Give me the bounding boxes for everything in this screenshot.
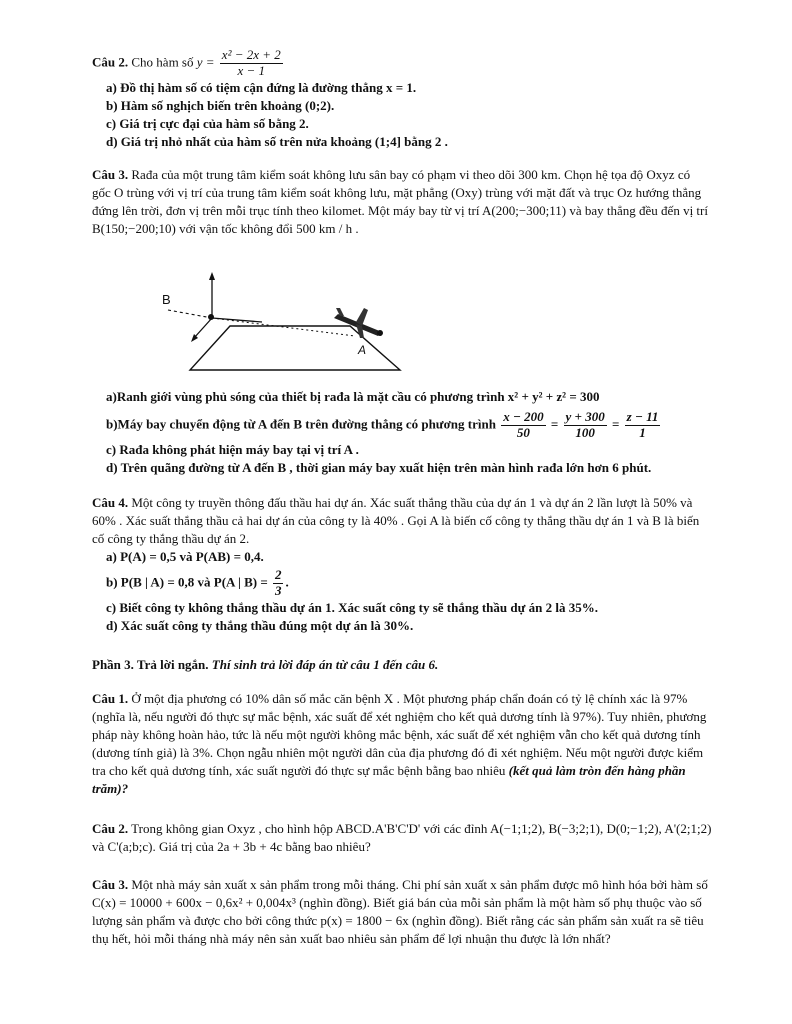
fraction-2-denominator: 100 (575, 424, 595, 440)
question-2-option-a: a) Đồ thị hàm số có tiệm cận đứng là đường thẳng x = 1. (106, 79, 417, 95)
question-3-title: Câu 3. (92, 167, 129, 182)
question-3 (92, 166, 712, 238)
question-4-option-d: d) Xác suất công ty thắng thầu đúng một dự án là 30%. (106, 617, 414, 633)
question-4-option-c: c) Biết công ty không thắng thầu dự án 1. Xác suất công ty sẽ thắng thầu dự án 2 là 35%. (106, 599, 598, 615)
question-3-option-b-text: b)Máy bay chuyển động từ A đến B trên đường thẳng có phương trình (106, 416, 496, 432)
short-question-2-title: Câu 2. (92, 821, 129, 836)
question-2-stem: Cho hàm số (131, 54, 194, 70)
fraction-1-denominator: 50 (516, 424, 530, 440)
question-2-option-b: b) Hàm số nghịch biến trên khoảng (0;2). (106, 97, 335, 113)
function-fraction (220, 48, 283, 79)
equals-sign-1: = (550, 416, 559, 432)
short-question-3-text: Một nhà máy sản xuất x sản phẩm trong mỗi tháng. Chi phí sản xuất x sản phẩm được mô hình hóa bởi hàm số C(x) = 10000 + 600x − 0,6x² + 0,004x³ (nghìn đồng). Biết giá bán của mỗi sản phẩm là một hàm số phụ thuộc vào số lượng sản phẩm và được cho bởi công thức p(x) = 1800 − 6x (nghìn đồng). Biết rằng các sản phẩm sản xuất ra sẽ tiêu thụ hết, hỏi mỗi tháng nhà máy nên sản xuất bao nhiêu sản phẩm để lợi nhuận thu được là lớn nhất? (92, 877, 708, 946)
equals-sign-2: = (611, 416, 620, 432)
question-4-title: Câu 4. (92, 495, 129, 510)
short-question-2-text: Trong không gian Oxyz , cho hình hộp ABCD.A'B'C'D' với các đỉnh A(−1;1;2), B(−3;2;1), D(0;−1;2), A'(2;1;2) và C'(a;b;c). Giá trị của 2a + 3b + 4c bằng bao nhiêu? (92, 821, 712, 854)
question-3-option-a: a)Ranh giới vùng phủ sóng của thiết bị rađa là mặt cầu có phương trình x² + y² + z² = 300 (106, 389, 600, 404)
question-4-text: Một công ty truyền thông đấu thầu hai dự án. Xác suất thắng thầu của dự án 1 và dự án 2 lần lượt là 50% và 60% . Xác suất thắng thầu cả hai dự án của công ty là 40% . Gọi A là biến cố công ty thắng thầu dự án 1 và B là biến cố công ty thắng thầu dự án 2. (92, 495, 700, 546)
line-eq-fraction-2 (564, 410, 607, 441)
short-question-1-title: Câu 1. (92, 691, 129, 706)
question-4 (92, 494, 712, 635)
question-4-option-b (106, 568, 712, 599)
option-b-period: . (285, 574, 289, 590)
probability-fraction (273, 568, 284, 599)
part-3-note: Thí sinh trả lời đáp án từ câu 1 đến câu 6. (211, 657, 439, 672)
figure-label-b: B (162, 292, 171, 307)
short-question-1-text: Ở một địa phương có 10% dân số mắc căn bệnh X . Một phương pháp chẩn đoán có tỷ lệ chính xác là 97% (nghĩa là, nếu người đó thực sự mắc bệnh, xác suất để xét nghiệm cho kết quả dương tính là 97%). Tuy nhiên, phương pháp này không hoàn hảo, tức là nếu một người không mắc bệnh, xác suất để xét nghiệm vẫn cho kết quả dương tính (dương tính giả) là 3%. Chọn ngẫu nhiên một người dân của địa phương đó đi xét nghiệm. Nếu một người được kiểm tra cho kết quả dương tính, xác suất người đó thực sự mắc bệnh bằng bao nhiêu (92, 691, 707, 778)
line-eq-fraction-3 (625, 410, 661, 441)
question-3-option-b (106, 410, 712, 441)
short-question-2 (92, 820, 712, 856)
question-4-option-b-text: b) P(B | A) = 0,8 và P(A | B) = (106, 574, 268, 590)
question-3-options (92, 388, 712, 477)
radar-airplane-figure (150, 266, 420, 378)
function-numerator: x² − 2x + 2 (221, 47, 281, 62)
short-question-3 (92, 876, 712, 948)
short-question-3-title: Câu 3. (92, 877, 129, 892)
question-2 (92, 48, 712, 151)
question-3-option-d: d) Trên quãng đường từ A đến B , thời gian máy bay xuất hiện trên màn hình rađa lớn hơn 6 phút. (106, 459, 652, 475)
question-3-text: Rađa của một trung tâm kiểm soát không lưu sân bay có phạm vi theo dõi 300 km. Chọn hệ tọa độ Oxyz có gốc O trùng với vị trí của trung tâm kiểm soát không lưu, mặt phẳng (Oxy) trùng với mặt đất và trục Oz hướng thẳng đứng lên trời, đơn vị trên mỗi trục tính theo kilomet. Một máy bay từ vị trí A(200;−300;11) và bay thẳng đều đến vị trí B(150;−200;10) với vận tốc không đổi 500 km / h . (92, 167, 708, 236)
question-4-option-a: a) P(A) = 0,5 và P(AB) = 0,4. (106, 548, 264, 564)
fraction-3-denominator: 1 (639, 424, 646, 440)
function-lhs: y = (196, 54, 215, 70)
question-2-option-d: d) Giá trị nhỏ nhất của hàm số trên nửa khoảng (1;4] bằng 2 . (106, 133, 448, 149)
function-denominator: x − 1 (237, 62, 266, 78)
probability-denominator: 3 (274, 582, 282, 598)
short-question-1 (92, 690, 712, 798)
question-3-option-c: c) Rađa không phát hiện máy bay tại vị trí A . (106, 441, 359, 457)
question-2-option-c: c) Giá trị cực đại của hàm số bằng 2. (106, 115, 309, 131)
fraction-1-numerator: x − 200 (503, 408, 544, 424)
short-question-1-note: (kết quả làm tròn đến hàng phần trăm)? (92, 762, 686, 796)
fraction-2-numerator: y + 300 (565, 408, 605, 424)
probability-numerator: 2 (274, 566, 282, 582)
figure-label-a: A (358, 343, 367, 357)
part-3-title: Phần 3. Trả lời ngắn. (92, 657, 209, 672)
question-2-title: Câu 2. (92, 54, 129, 70)
fraction-3-numerator: z − 11 (626, 408, 659, 424)
line-eq-fraction-1 (501, 410, 545, 441)
part-3-header (92, 656, 712, 674)
